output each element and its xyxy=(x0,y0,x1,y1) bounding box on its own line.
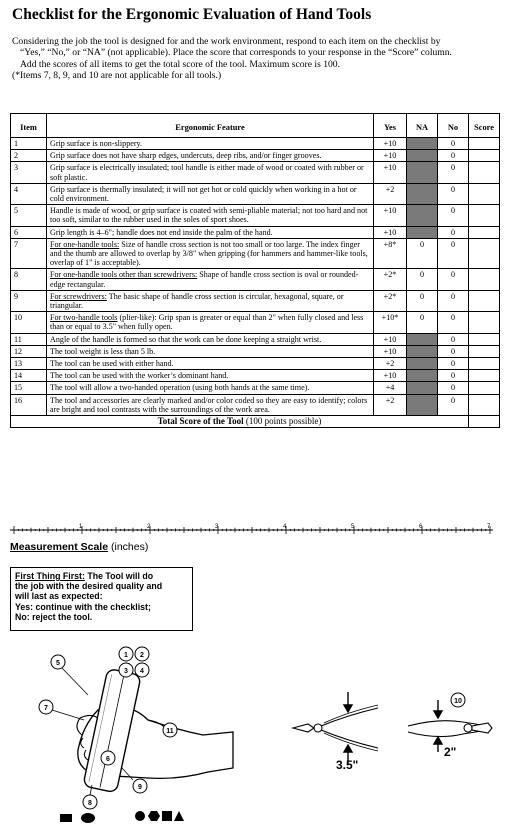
table-row xyxy=(11,205,500,226)
intro-line: Considering the job the tool is designed for and the work environment, respond to each item on the checklist by xyxy=(12,36,441,47)
yes-points: +10 xyxy=(374,345,407,357)
measurement-scale-title: Measurement Scale xyxy=(10,541,109,553)
no-points: 0 xyxy=(438,290,469,311)
callout-2: 2 xyxy=(140,652,144,659)
feature-text xyxy=(47,345,374,357)
feature-text xyxy=(47,382,374,394)
no-points: 0 xyxy=(438,162,469,183)
feature-text xyxy=(47,394,374,415)
yes-points: +2 xyxy=(374,394,407,415)
score-cell[interactable] xyxy=(469,312,500,333)
intro-text xyxy=(12,36,500,82)
feature-prefix: For one-handle tools: xyxy=(50,239,120,249)
score-cell[interactable] xyxy=(469,358,500,370)
header-feature: Ergonomic Feature xyxy=(47,114,374,138)
yes-points: +10 xyxy=(374,150,407,162)
total-label xyxy=(11,416,469,428)
no-points: 0 xyxy=(438,358,469,370)
feature-description: Size of handle cross section is not too small or too large. The index finger and the thumb are allowed to overlap by 3/8" when gripping (for hammers and hammer-like tools, overlap of 1" is acceptable). xyxy=(50,239,368,268)
callout-3: 3 xyxy=(124,668,128,675)
rectangle-section-icon xyxy=(60,814,72,822)
yes-points: +10* xyxy=(374,312,407,333)
header-score: Score xyxy=(469,114,500,138)
no-points: 0 xyxy=(438,150,469,162)
score-cell[interactable] xyxy=(469,150,500,162)
item-number: 13 xyxy=(11,358,47,370)
table-row xyxy=(11,382,500,394)
page-title: Checklist for the Ergonomic Evaluation of Hand Tools xyxy=(12,6,372,23)
pliers-illustration xyxy=(288,690,493,770)
feature-description: The tool can be used with the worker’s dominant hand. xyxy=(50,371,229,381)
feature-text xyxy=(47,205,374,226)
feature-text xyxy=(47,370,374,382)
hexagon-section-icon xyxy=(148,811,160,821)
triangle-section-icon xyxy=(174,811,184,821)
feature-text xyxy=(47,138,374,150)
header-na: NA xyxy=(407,114,438,138)
no-points: 0 xyxy=(438,312,469,333)
callout-5: 5 xyxy=(56,660,60,667)
score-cell[interactable] xyxy=(469,333,500,345)
feature-prefix: For one-handle tools other than screwdrivers: xyxy=(50,270,198,280)
na-points xyxy=(407,370,438,382)
feature-text xyxy=(47,226,374,238)
feature-text xyxy=(47,333,374,345)
feature-text xyxy=(47,358,374,370)
oval-section-icon xyxy=(81,813,95,823)
first-box-line xyxy=(15,571,188,581)
feature-description: Grip surface is electrically insulated; tool handle is either made of wood or coated with rubber or soft plastic. xyxy=(50,163,364,182)
yes-points: +10 xyxy=(374,333,407,345)
feature-description: Grip surface does not have sharp edges, undercuts, deep ribs, and/or finger grooves. xyxy=(50,151,322,161)
item-number: 16 xyxy=(11,394,47,415)
score-cell[interactable] xyxy=(469,162,500,183)
table-row xyxy=(11,226,500,238)
na-points xyxy=(407,138,438,150)
total-score-cell[interactable] xyxy=(469,416,500,428)
yes-points: +4 xyxy=(374,382,407,394)
ruler-label: 3 xyxy=(215,524,219,530)
first-box-text: will last as expected: xyxy=(15,591,103,602)
item-number: 1 xyxy=(11,138,47,150)
callout-10: 10 xyxy=(454,698,462,705)
score-cell[interactable] xyxy=(469,290,500,311)
table-row xyxy=(11,150,500,162)
no-points: 0 xyxy=(438,333,469,345)
table-row xyxy=(11,358,500,370)
score-cell[interactable] xyxy=(469,382,500,394)
no-points: 0 xyxy=(438,394,469,415)
score-cell[interactable] xyxy=(469,183,500,204)
na-points xyxy=(407,150,438,162)
intro-note: (*Items 7, 8, 9, and 10 are not applicable for all tools.) xyxy=(12,70,222,82)
no-points: 0 xyxy=(438,382,469,394)
feature-description: (plier-like): Grip span is greater or equal than 2" when fully closed and less than or equal to 3.5" when fully open. xyxy=(50,313,364,332)
feature-text xyxy=(47,290,374,311)
open-span-label: 3.5" xyxy=(336,758,359,770)
table-row xyxy=(11,394,500,415)
na-points xyxy=(407,333,438,345)
na-points xyxy=(407,183,438,204)
item-number: 12 xyxy=(11,345,47,357)
no-points: 0 xyxy=(438,370,469,382)
table-row xyxy=(11,370,500,382)
feature-text xyxy=(47,162,374,183)
score-cell[interactable] xyxy=(469,345,500,357)
feature-description: Grip surface is non-slippery. xyxy=(50,139,143,148)
yes-points: +8* xyxy=(374,238,407,269)
feature-description: Grip surface is thermally insulated; it will not get hot or cold quickly when working in a hot or cold environment. xyxy=(50,184,357,204)
item-number: 6 xyxy=(11,226,47,238)
item-number: 5 xyxy=(11,205,47,226)
yes-points: +2* xyxy=(374,290,407,311)
feature-description: Angle of the handle is formed so that the work can be done keeping a straight wrist. xyxy=(50,334,322,344)
table-row xyxy=(11,290,500,311)
table-row xyxy=(11,162,500,183)
score-cell[interactable] xyxy=(469,138,500,150)
na-points: 0 xyxy=(407,238,438,269)
score-cell[interactable] xyxy=(469,269,500,290)
checklist-table xyxy=(10,113,500,428)
feature-description: The tool can be used with either hand. xyxy=(50,359,174,369)
callout-6: 6 xyxy=(106,756,110,763)
feature-prefix: For two-handle tools xyxy=(50,313,118,323)
yes-points: +2 xyxy=(374,358,407,370)
item-number: 9 xyxy=(11,290,47,311)
callout-7: 7 xyxy=(44,705,48,712)
no-points: 0 xyxy=(438,205,469,226)
table-row xyxy=(11,269,500,290)
no-points: 0 xyxy=(438,183,469,204)
item-number: 2 xyxy=(11,150,47,162)
square-section-icon xyxy=(162,811,172,821)
callout-9: 9 xyxy=(138,784,142,791)
na-points xyxy=(407,226,438,238)
first-box-text: the job with the desired quality and xyxy=(15,581,163,592)
yes-points: +2 xyxy=(374,183,407,204)
intro-line: Add the scores of all items to get the total score of the tool. Maximum score is 100. xyxy=(20,58,340,70)
callout-11: 11 xyxy=(166,728,174,735)
yes-points: +10 xyxy=(374,205,407,226)
feature-text xyxy=(47,269,374,290)
item-number: 7 xyxy=(11,238,47,269)
item-number: 10 xyxy=(11,312,47,333)
no-points: 0 xyxy=(438,138,469,150)
item-number: 4 xyxy=(11,183,47,204)
na-points xyxy=(407,162,438,183)
feature-text xyxy=(47,183,374,204)
callout-1: 1 xyxy=(124,652,128,659)
na-points: 0 xyxy=(407,269,438,290)
na-points: 0 xyxy=(407,290,438,311)
feature-description: The tool weight is less than 5 lb. xyxy=(50,346,156,356)
first-box-text: The Tool will do xyxy=(84,571,154,581)
table-row xyxy=(11,238,500,269)
feature-text xyxy=(47,312,374,333)
first-thing-first-box xyxy=(10,567,193,631)
header-item: Item xyxy=(11,114,47,138)
callout-8: 8 xyxy=(88,800,92,807)
feature-description: The tool and accessories are clearly marked and/or color coded so they are easy to identify; colors are bright and tool contrasts with the surroundings of the work area. xyxy=(50,395,368,414)
header-yes: Yes xyxy=(374,114,407,138)
ruler-label: 2 xyxy=(147,524,151,530)
yes-points: +2* xyxy=(374,269,407,290)
score-cell[interactable] xyxy=(469,394,500,415)
score-cell[interactable] xyxy=(469,238,500,269)
table-row xyxy=(11,183,500,204)
na-points xyxy=(407,394,438,415)
table-row xyxy=(11,333,500,345)
no-points: 0 xyxy=(438,226,469,238)
score-cell[interactable] xyxy=(469,226,500,238)
ruler-label: 6 xyxy=(419,524,423,530)
feature-text xyxy=(47,150,374,162)
yes-points: +10 xyxy=(374,138,407,150)
hand-grip-illustration xyxy=(38,640,238,825)
na-points xyxy=(407,205,438,226)
total-row xyxy=(11,416,500,428)
ruler-label: 4 xyxy=(283,524,287,530)
measurement-scale-label xyxy=(10,541,148,553)
item-number: 8 xyxy=(11,269,47,290)
header-no: No xyxy=(438,114,469,138)
score-cell[interactable] xyxy=(469,370,500,382)
table-row xyxy=(11,345,500,357)
total-note: (100 points possible) xyxy=(245,416,322,427)
measurement-ruler xyxy=(10,521,495,539)
feature-description: The tool will allow a two-handed operation (using both hands at the same time). xyxy=(50,383,310,393)
feature-description: Shape of handle cross section is oval or rounded-edge rectangular. xyxy=(50,270,359,289)
na-points xyxy=(407,345,438,357)
first-box-heading: First Thing First: xyxy=(15,571,85,581)
table-header-row xyxy=(11,114,500,138)
closed-span-label: 2" xyxy=(444,745,457,759)
intro-line: “Yes,” “No,” or “NA” (not applicable). Place the score that corresponds to your response in the “Score” column. xyxy=(20,47,452,59)
ruler-label: 1 xyxy=(79,524,83,530)
feature-prefix: For screwdrivers: xyxy=(50,291,107,301)
total-label-text: Total Score of the Tool xyxy=(157,416,244,427)
table-row xyxy=(11,138,500,150)
na-points xyxy=(407,358,438,370)
first-box-yes: Yes: continue with the checklist; xyxy=(15,601,151,612)
na-points xyxy=(407,382,438,394)
ruler-label: 7 xyxy=(487,524,491,530)
item-number: 11 xyxy=(11,333,47,345)
item-number: 15 xyxy=(11,382,47,394)
feature-text xyxy=(47,238,374,269)
yes-points: +10 xyxy=(374,226,407,238)
item-number: 14 xyxy=(11,370,47,382)
feature-description: The basic shape of handle cross section is circular, hexagonal, square, or triangular. xyxy=(50,291,344,311)
no-points: 0 xyxy=(438,238,469,269)
first-box-no: No: reject the tool. xyxy=(15,611,93,622)
yes-points: +10 xyxy=(374,370,407,382)
item-number: 3 xyxy=(11,162,47,183)
no-points: 0 xyxy=(438,345,469,357)
na-points: 0 xyxy=(407,312,438,333)
ruler-label: 5 xyxy=(351,524,355,530)
measurement-scale-unit: (inches) xyxy=(110,541,149,553)
feature-description: Handle is made of wood, or grip surface is coated with semi-pliable material; not too hard and not too soft, similar to the rubber used in the soles of sport shoes. xyxy=(50,206,368,225)
score-cell[interactable] xyxy=(469,205,500,226)
callout-4: 4 xyxy=(140,668,144,675)
no-points: 0 xyxy=(438,269,469,290)
circle-section-icon xyxy=(135,811,145,821)
table-row xyxy=(11,312,500,333)
yes-points: +10 xyxy=(374,162,407,183)
feature-description: Grip length is 4–6"; handle does not end inside the palm of the hand. xyxy=(50,227,273,237)
